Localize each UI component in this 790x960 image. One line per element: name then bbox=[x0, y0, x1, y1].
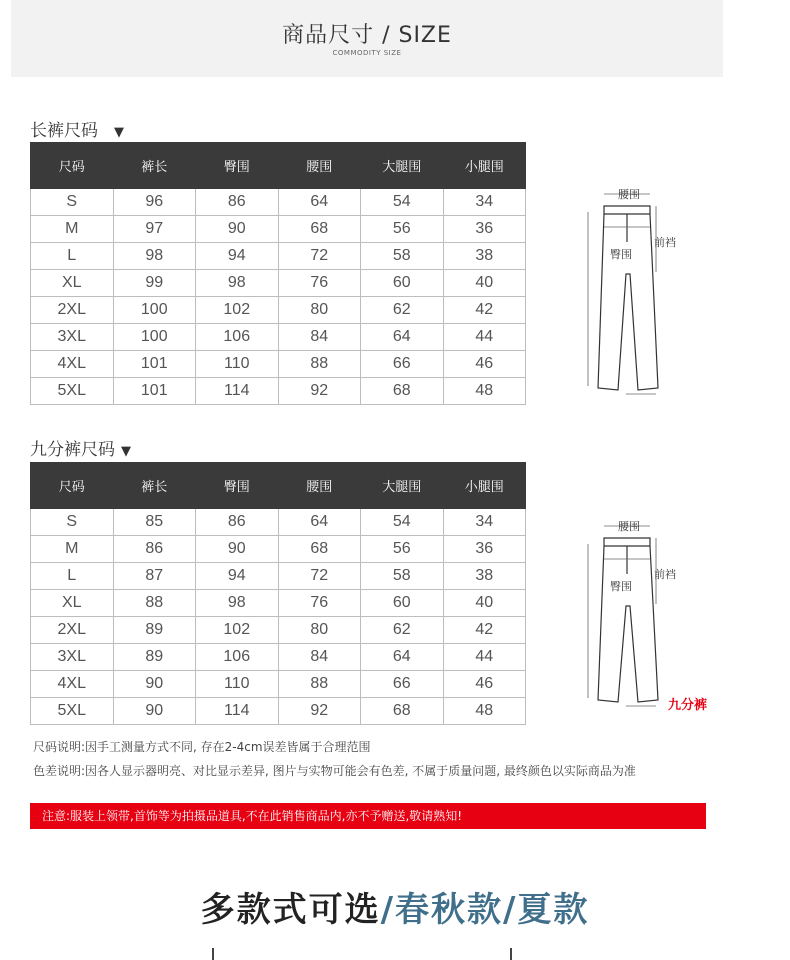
table-cell: 64 bbox=[278, 509, 361, 536]
table-row bbox=[31, 590, 526, 617]
table-cell: 99 bbox=[113, 270, 196, 297]
cropped-pants-diagram bbox=[578, 514, 688, 719]
table-row bbox=[31, 243, 526, 270]
cropped-pants-size-table bbox=[30, 462, 526, 725]
divider bbox=[212, 948, 214, 960]
table-cell: 46 bbox=[443, 351, 526, 378]
column-header: 尺码 bbox=[31, 463, 114, 509]
table-cell: 86 bbox=[196, 509, 279, 536]
table-row bbox=[31, 378, 526, 405]
front-rise-label: 前裆 bbox=[654, 568, 676, 581]
table-cell: 86 bbox=[113, 536, 196, 563]
table-cell: 40 bbox=[443, 270, 526, 297]
table-cell: 68 bbox=[361, 378, 444, 405]
table-cell: 114 bbox=[196, 378, 279, 405]
table-cell: 106 bbox=[196, 644, 279, 671]
table-cell: 92 bbox=[278, 698, 361, 725]
long-pants-section-title bbox=[30, 116, 124, 141]
table-row bbox=[31, 698, 526, 725]
column-header: 大腿围 bbox=[361, 143, 444, 189]
table-cell: XL bbox=[31, 590, 114, 617]
long-pants-diagram bbox=[578, 182, 688, 402]
table-cell: 5XL bbox=[31, 698, 114, 725]
table-cell: 88 bbox=[113, 590, 196, 617]
waist-label: 腰围 bbox=[618, 520, 640, 533]
table-cell: 86 bbox=[196, 189, 279, 216]
table-cell: 100 bbox=[113, 297, 196, 324]
table-cell: 102 bbox=[196, 617, 279, 644]
table-cell: 68 bbox=[278, 536, 361, 563]
table-cell: 94 bbox=[196, 563, 279, 590]
table-cell: M bbox=[31, 216, 114, 243]
table-cell: 56 bbox=[361, 216, 444, 243]
table-cell: 60 bbox=[361, 590, 444, 617]
table-cell: L bbox=[31, 563, 114, 590]
table-cell: 92 bbox=[278, 378, 361, 405]
table-cell: 64 bbox=[361, 644, 444, 671]
table-row bbox=[31, 270, 526, 297]
column-header: 臀围 bbox=[196, 143, 279, 189]
styles-heading-main: 多款式可选 bbox=[200, 890, 381, 930]
table-cell: 5XL bbox=[31, 378, 114, 405]
table-cell: 80 bbox=[278, 297, 361, 324]
column-header: 小腿围 bbox=[443, 143, 526, 189]
table-cell: 46 bbox=[443, 671, 526, 698]
table-row bbox=[31, 617, 526, 644]
table-cell: 90 bbox=[196, 536, 279, 563]
long-pants-title: 长裤尺码 bbox=[30, 121, 98, 141]
column-header: 小腿围 bbox=[443, 463, 526, 509]
table-cell: 54 bbox=[361, 509, 444, 536]
table-header-row bbox=[31, 463, 526, 509]
table-cell: 101 bbox=[113, 378, 196, 405]
column-header: 裤长 bbox=[113, 143, 196, 189]
table-header-row bbox=[31, 143, 526, 189]
table-cell: 48 bbox=[443, 378, 526, 405]
table-row bbox=[31, 509, 526, 536]
column-header: 裤长 bbox=[113, 463, 196, 509]
table-cell: 58 bbox=[361, 243, 444, 270]
table-cell: 88 bbox=[278, 671, 361, 698]
table-row bbox=[31, 536, 526, 563]
table-cell: 4XL bbox=[31, 671, 114, 698]
table-cell: 96 bbox=[113, 189, 196, 216]
table-row bbox=[31, 216, 526, 243]
table-cell: 101 bbox=[113, 351, 196, 378]
table-cell: 42 bbox=[443, 297, 526, 324]
table-cell: 110 bbox=[196, 671, 279, 698]
table-cell: M bbox=[31, 536, 114, 563]
table-cell: 90 bbox=[196, 216, 279, 243]
table-cell: 64 bbox=[361, 324, 444, 351]
table-cell: 66 bbox=[361, 671, 444, 698]
table-cell: 38 bbox=[443, 243, 526, 270]
table-cell: 114 bbox=[196, 698, 279, 725]
table-cell: 90 bbox=[113, 698, 196, 725]
color-note: 色差说明:因各人显示器明亮、对比显示差异, 图片与实物可能会有色差, 不属于质量问题, 最终颜色以实际商品为准 bbox=[33, 764, 636, 778]
table-row bbox=[31, 324, 526, 351]
column-header: 尺码 bbox=[31, 143, 114, 189]
cropped-pants-section-title bbox=[30, 435, 131, 460]
table-cell: 110 bbox=[196, 351, 279, 378]
table-cell: 38 bbox=[443, 563, 526, 590]
table-cell: 98 bbox=[113, 243, 196, 270]
table-cell: 3XL bbox=[31, 324, 114, 351]
table-cell: 36 bbox=[443, 216, 526, 243]
table-cell: 89 bbox=[113, 644, 196, 671]
styles-heading-options: /春秋款/夏款 bbox=[380, 890, 590, 930]
table-cell: 62 bbox=[361, 297, 444, 324]
column-header: 臀围 bbox=[196, 463, 279, 509]
table-cell: 98 bbox=[196, 270, 279, 297]
table-cell: 42 bbox=[443, 617, 526, 644]
table-cell: 100 bbox=[113, 324, 196, 351]
table-cell: 76 bbox=[278, 270, 361, 297]
waist-label: 腰围 bbox=[618, 188, 640, 201]
table-cell: 64 bbox=[278, 189, 361, 216]
table-row bbox=[31, 671, 526, 698]
table-cell: 48 bbox=[443, 698, 526, 725]
table-cell: 90 bbox=[113, 671, 196, 698]
size-note: 尺码说明:因手工测量方式不同, 存在2-4cm误差皆属于合理范围 bbox=[33, 740, 371, 754]
table-cell: S bbox=[31, 189, 114, 216]
column-header: 腰围 bbox=[278, 143, 361, 189]
table-row bbox=[31, 189, 526, 216]
table-cell: 2XL bbox=[31, 617, 114, 644]
column-header: 大腿围 bbox=[361, 463, 444, 509]
table-cell: 36 bbox=[443, 536, 526, 563]
table-cell: 76 bbox=[278, 590, 361, 617]
table-cell: 88 bbox=[278, 351, 361, 378]
table-cell: 2XL bbox=[31, 297, 114, 324]
table-cell: 106 bbox=[196, 324, 279, 351]
table-cell: 44 bbox=[443, 324, 526, 351]
table-cell: 3XL bbox=[31, 644, 114, 671]
table-cell: 62 bbox=[361, 617, 444, 644]
column-header: 腰围 bbox=[278, 463, 361, 509]
table-cell: 84 bbox=[278, 324, 361, 351]
table-cell: 58 bbox=[361, 563, 444, 590]
table-row bbox=[31, 351, 526, 378]
table-cell: 66 bbox=[361, 351, 444, 378]
table-row bbox=[31, 644, 526, 671]
table-cell: 94 bbox=[196, 243, 279, 270]
table-cell: 80 bbox=[278, 617, 361, 644]
table-cell: 34 bbox=[443, 189, 526, 216]
table-cell: 72 bbox=[278, 563, 361, 590]
cropped-pants-title: 九分裤尺码 bbox=[30, 440, 115, 460]
long-pants-size-table bbox=[30, 142, 526, 405]
table-cell: 87 bbox=[113, 563, 196, 590]
table-cell: 68 bbox=[361, 698, 444, 725]
table-cell: 60 bbox=[361, 270, 444, 297]
page-title: 商品尺寸 / SIZE bbox=[282, 23, 452, 48]
table-row bbox=[31, 563, 526, 590]
table-cell: 54 bbox=[361, 189, 444, 216]
table-cell: S bbox=[31, 509, 114, 536]
table-cell: 40 bbox=[443, 590, 526, 617]
page-subtitle: COMMODITY SIZE bbox=[332, 49, 402, 57]
table-cell: 56 bbox=[361, 536, 444, 563]
table-cell: 44 bbox=[443, 644, 526, 671]
front-rise-label: 前裆 bbox=[654, 236, 676, 249]
header-banner bbox=[11, 0, 723, 77]
table-cell: 84 bbox=[278, 644, 361, 671]
table-cell: 4XL bbox=[31, 351, 114, 378]
cropped-pants-label: 九分裤 bbox=[668, 698, 708, 713]
arrow-down-icon: ▼ bbox=[114, 125, 124, 140]
table-cell: 97 bbox=[113, 216, 196, 243]
table-cell: L bbox=[31, 243, 114, 270]
notice-banner: 注意:服装上领带,首饰等为拍摄品道具,不在此销售商品内,亦不予赠送,敬请熟知! bbox=[30, 803, 706, 829]
table-cell: 72 bbox=[278, 243, 361, 270]
styles-heading bbox=[0, 882, 790, 931]
table-cell: 102 bbox=[196, 297, 279, 324]
table-cell: 89 bbox=[113, 617, 196, 644]
hip-label: 臀围 bbox=[610, 248, 632, 261]
table-cell: 68 bbox=[278, 216, 361, 243]
table-cell: 98 bbox=[196, 590, 279, 617]
hip-label: 臀围 bbox=[610, 580, 632, 593]
divider bbox=[510, 948, 512, 960]
table-cell: XL bbox=[31, 270, 114, 297]
table-cell: 85 bbox=[113, 509, 196, 536]
table-cell: 34 bbox=[443, 509, 526, 536]
arrow-down-icon: ▼ bbox=[121, 444, 131, 459]
table-row bbox=[31, 297, 526, 324]
